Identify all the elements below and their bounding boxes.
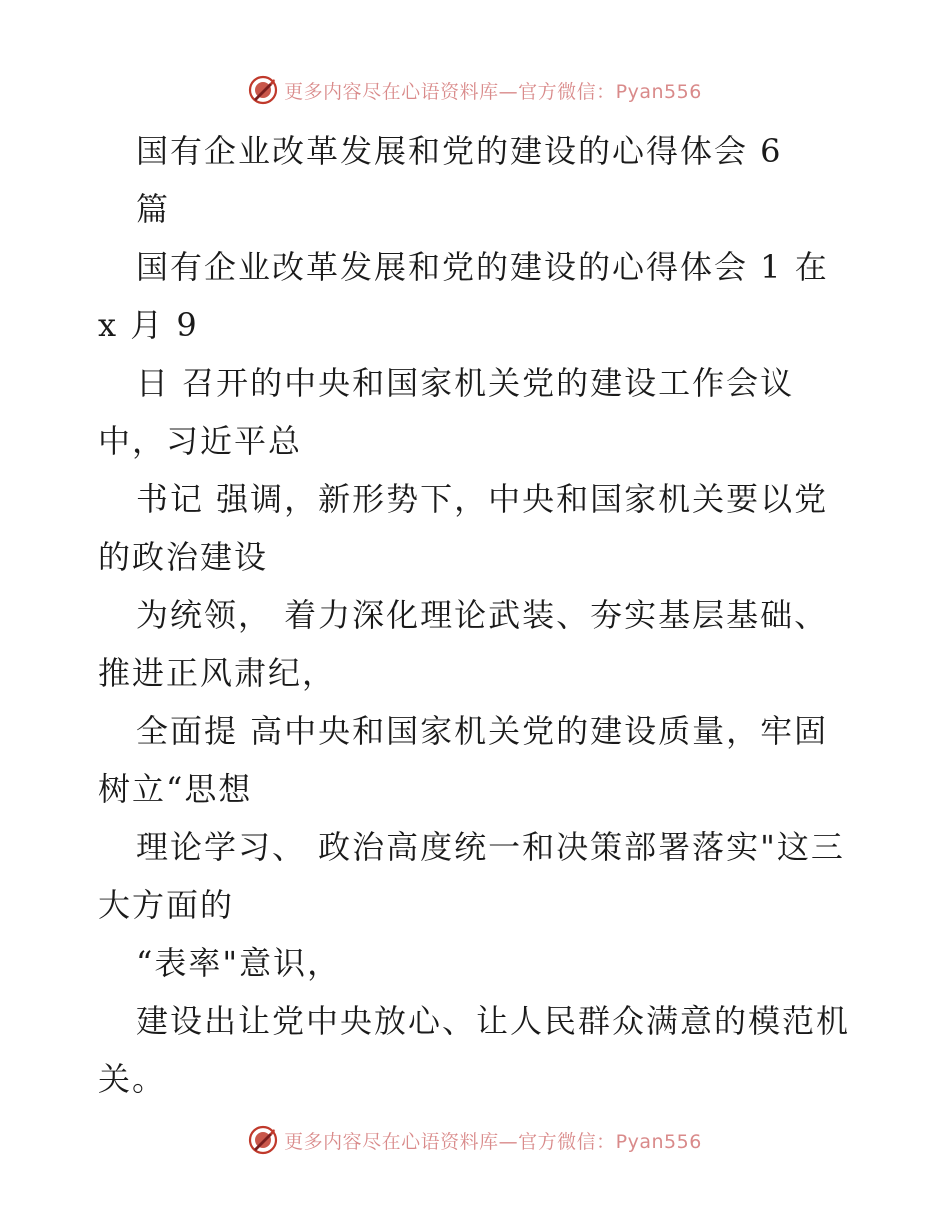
doc-line: “表率"意识， <box>136 944 342 982</box>
doc-line: 的政治建设 <box>98 538 269 576</box>
doc-line: 大方面的 <box>98 886 235 924</box>
doc-line: 全面提 高中央和国家机关党的建设质量，牢固 <box>136 712 829 750</box>
doc-line: 日 召开的中央和国家机关党的建设工作会议 <box>136 364 795 402</box>
doc-line: 中，习近平总 <box>98 422 303 460</box>
doc-line: 理论学习、 政治高度统一和决策部署落实"这三 <box>136 828 845 866</box>
bottom-watermark-banner <box>0 1120 950 1160</box>
doc-line: 树立“思想 <box>98 770 253 808</box>
doc-line: 关。 <box>98 1060 167 1098</box>
doc-line: 国有企业改革发展和党的建设的心得体会 1 在 <box>136 248 829 286</box>
top-watermark-banner <box>0 70 950 110</box>
watermark-text: 更多内容尽在心语资料库—官方微信：Pyan556 <box>284 80 702 103</box>
watermark-text: 更多内容尽在心语资料库—官方微信：Pyan556 <box>284 1130 702 1153</box>
doc-line: 篇 <box>136 190 171 228</box>
quill-seal-icon <box>248 1125 278 1155</box>
doc-line: 为统领， 着力深化理论武装、夯实基层基础、 <box>136 596 829 634</box>
doc-line: 国有企业改革发展和党的建设的心得体会 6 <box>136 132 783 170</box>
doc-line: 书记 强调，新形势下，中央和国家机关要以党 <box>136 480 829 518</box>
doc-line: 建设出让党中央放心、让人民群众满意的模范机 <box>136 1002 851 1040</box>
document-body <box>98 122 858 1108</box>
quill-seal-icon <box>248 75 278 105</box>
doc-line: 推进正风肃纪， <box>98 654 337 692</box>
doc-line: x 月 9 <box>98 306 199 344</box>
